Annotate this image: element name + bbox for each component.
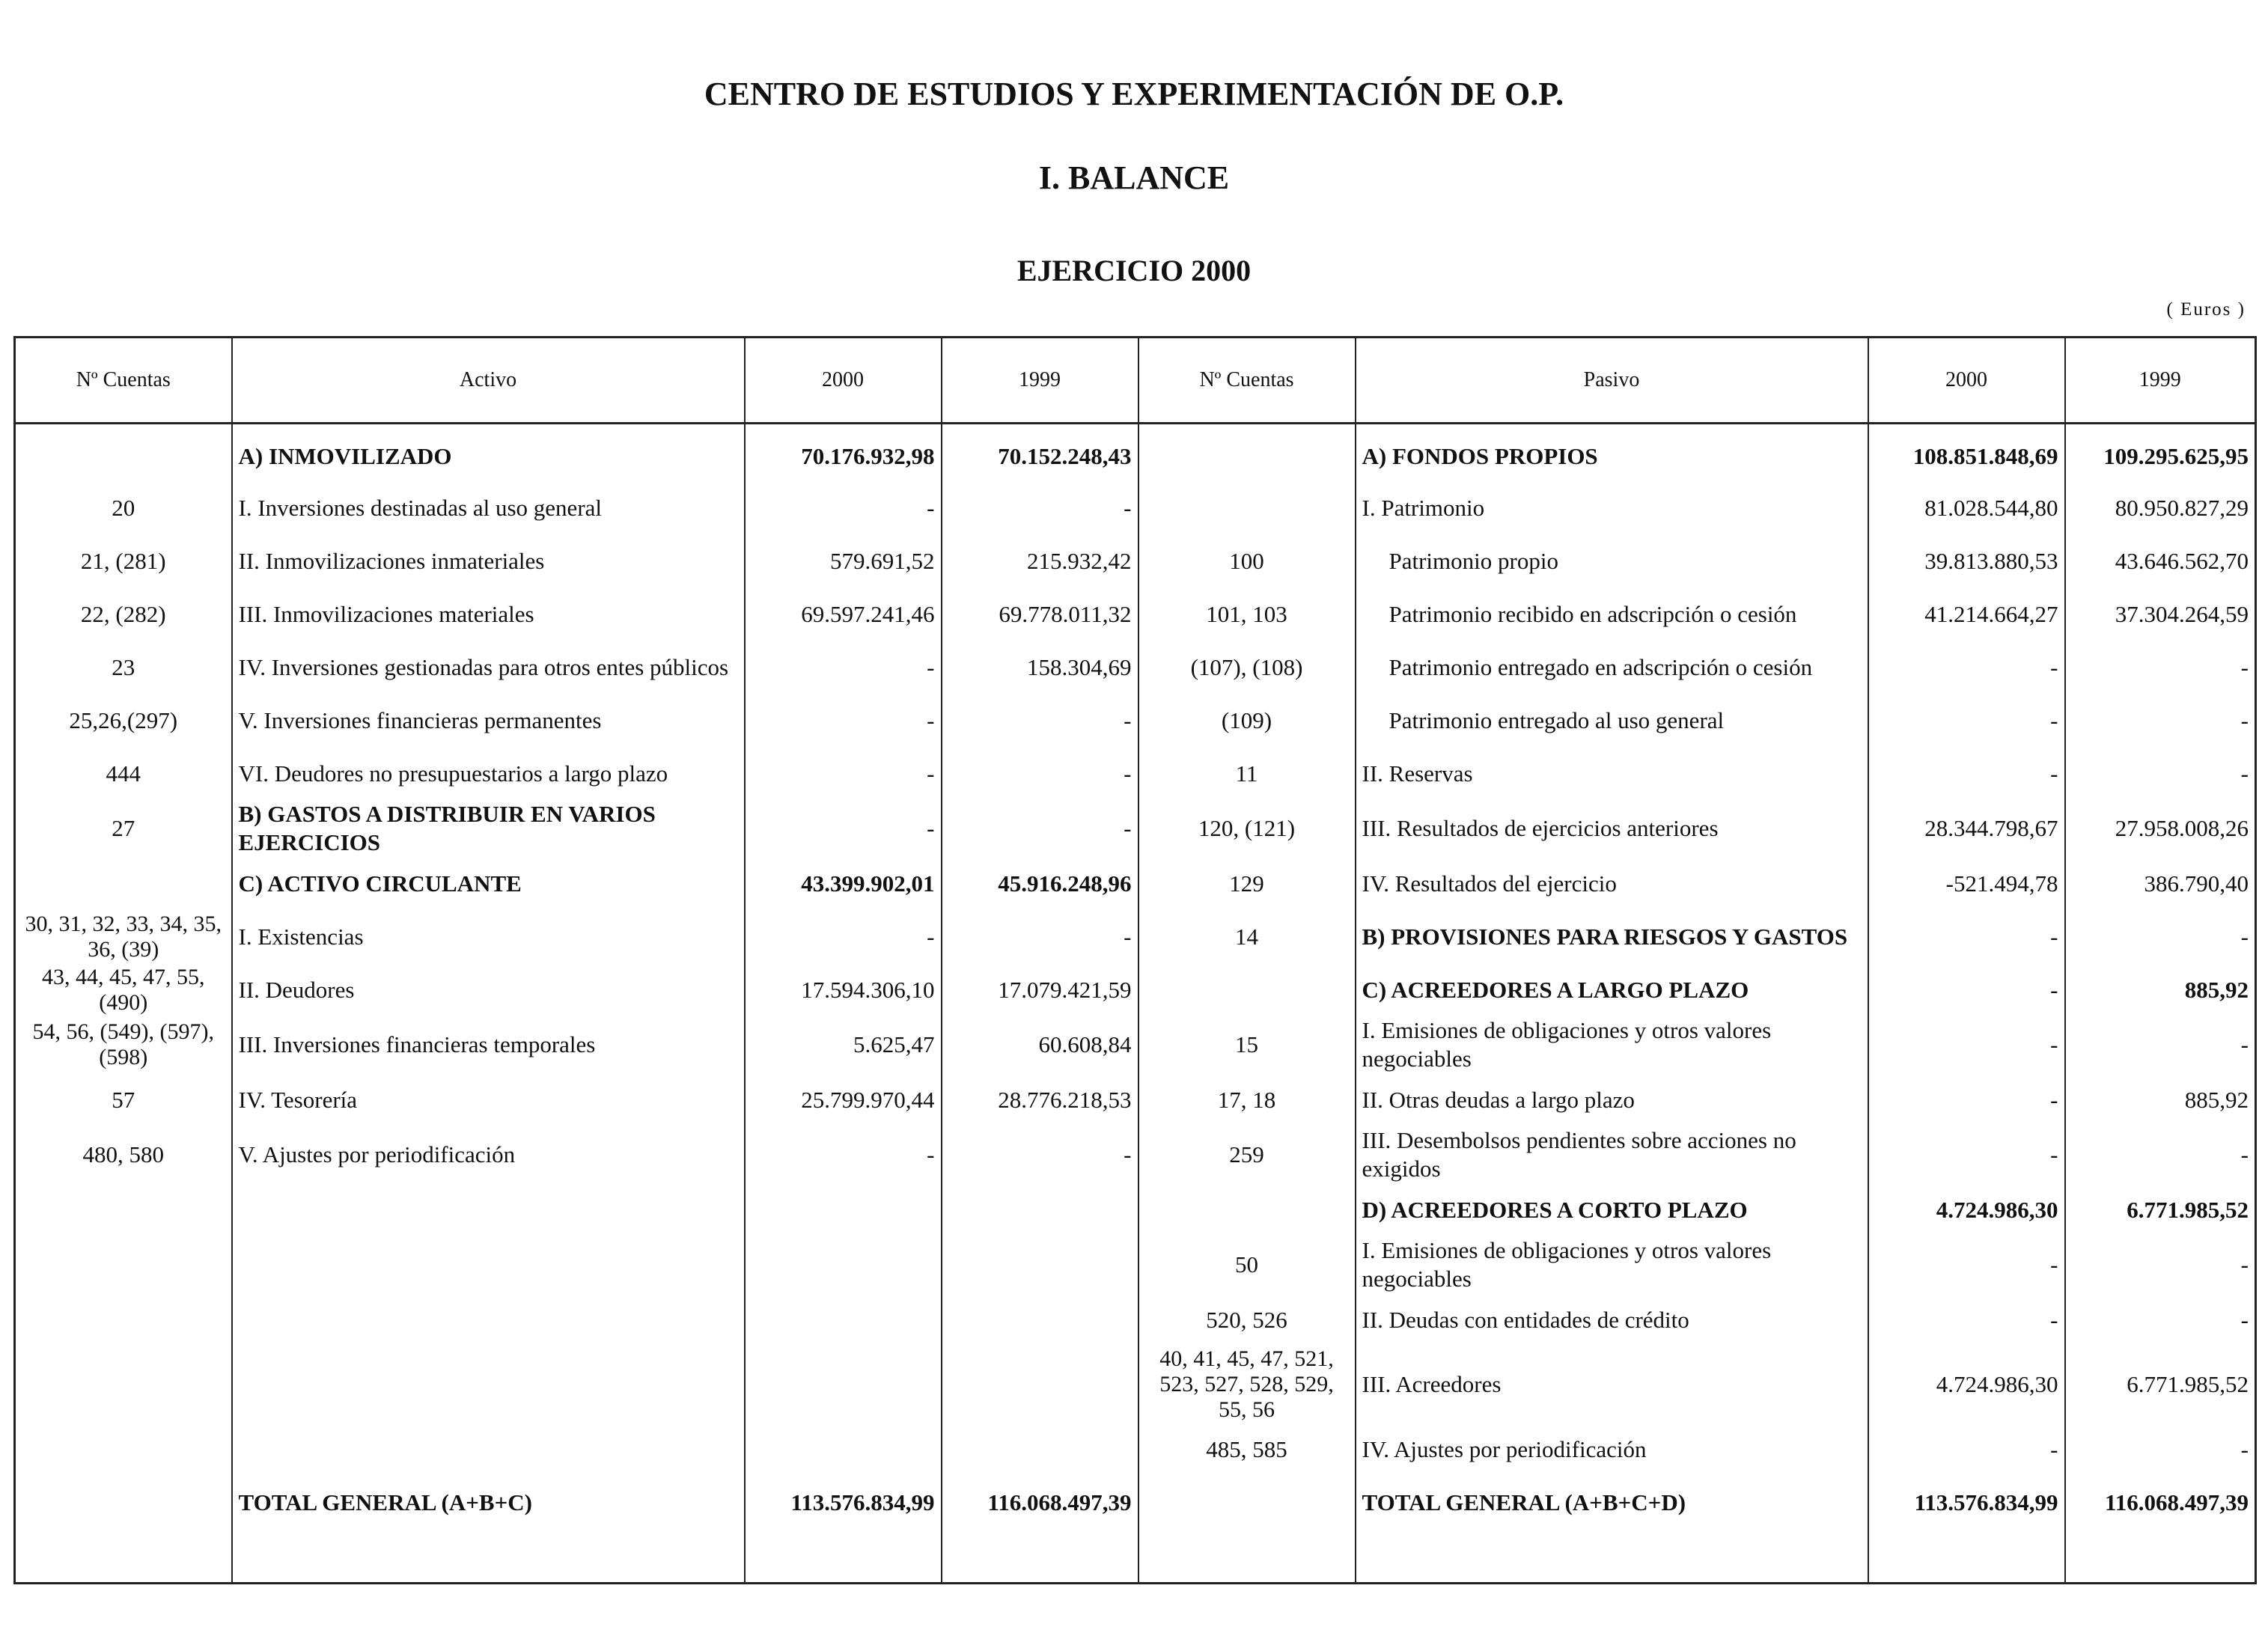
activo-cuentas: 43, 44, 45, 47, 55, (490) <box>15 963 232 1016</box>
pasivo-label: II. Deudas con entidades de crédito <box>1356 1293 1868 1346</box>
activo-2000: 5.625,47 <box>745 1016 942 1073</box>
pasivo-label: C) ACREEDORES A LARGO PLAZO <box>1356 963 1868 1016</box>
col-header-activo: Activo <box>232 338 745 424</box>
pasivo-2000: 28.344.798,67 <box>1868 800 2065 857</box>
pasivo-cuentas: 100 <box>1138 534 1356 587</box>
pasivo-cuentas: 120, (121) <box>1138 800 1356 857</box>
activo-label <box>232 1236 745 1293</box>
pasivo-1999: - <box>2065 910 2256 963</box>
activo-cuentas: 23 <box>15 641 232 694</box>
activo-2000: 69.597.241,46 <box>745 587 942 641</box>
pasivo-2000: 4.724.986,30 <box>1868 1183 2065 1236</box>
pasivo-label: I. Emisiones de obligaciones y otros valores negociables <box>1356 1236 1868 1293</box>
pasivo-cuentas <box>1138 424 1356 482</box>
activo-cuentas: 54, 56, (549), (597), (598) <box>15 1016 232 1073</box>
pasivo-cuentas: 14 <box>1138 910 1356 963</box>
pasivo-label: IV. Resultados del ejercicio <box>1356 857 1868 910</box>
activo-1999: - <box>942 910 1138 963</box>
balance-table <box>13 336 2257 1584</box>
pasivo-1999: - <box>2065 1236 2256 1293</box>
pasivo-2000: - <box>1868 1236 2065 1293</box>
pasivo-cuentas: 101, 103 <box>1138 587 1356 641</box>
activo-total-1999: 116.068.497,39 <box>942 1476 1138 1529</box>
pasivo-1999: - <box>2065 1293 2256 1346</box>
activo-cuentas <box>15 1236 232 1293</box>
pasivo-cuentas <box>1138 1183 1356 1236</box>
activo-2000 <box>745 1183 942 1236</box>
pasivo-total-2000: 113.576.834,99 <box>1868 1476 2065 1529</box>
activo-1999: 45.916.248,96 <box>942 857 1138 910</box>
pasivo-1999: 885,92 <box>2065 963 2256 1016</box>
activo-2000: - <box>745 481 942 534</box>
section-title: I. BALANCE <box>1038 159 1230 196</box>
activo-cuentas <box>15 1293 232 1346</box>
activo-label <box>232 1346 745 1423</box>
activo-1999 <box>942 1423 1138 1476</box>
pasivo-1999: 885,92 <box>2065 1073 2256 1126</box>
pasivo-2000: - <box>1868 1293 2065 1346</box>
activo-label: V. Inversiones financieras permanentes <box>232 694 745 747</box>
pasivo-1999: 43.646.562,70 <box>2065 534 2256 587</box>
pasivo-label: A) FONDOS PROPIOS <box>1356 424 1868 482</box>
activo-cuentas <box>15 1183 232 1236</box>
pasivo-cuentas: 129 <box>1138 857 1356 910</box>
activo-2000 <box>745 1236 942 1293</box>
activo-2000 <box>745 1293 942 1346</box>
activo-label <box>232 1423 745 1476</box>
filler-cell <box>942 1529 1138 1584</box>
pasivo-1999: 386.790,40 <box>2065 857 2256 910</box>
pasivo-1999: 80.950.827,29 <box>2065 481 2256 534</box>
pasivo-2000: - <box>1868 1126 2065 1183</box>
pasivo-cuentas: 40, 41, 45, 47, 521, 523, 527, 528, 529, 55, 56 <box>1138 1346 1356 1423</box>
table-header-row <box>15 338 2256 424</box>
col-header-pasivo-cuentas: Nº Cuentas <box>1138 338 1356 424</box>
filler-cell <box>15 1529 232 1584</box>
activo-1999: 69.778.011,32 <box>942 587 1138 641</box>
table-row <box>15 1346 2256 1423</box>
activo-1999: 158.304,69 <box>942 641 1138 694</box>
table-row <box>15 1293 2256 1346</box>
activo-1999: 70.152.248,43 <box>942 424 1138 482</box>
pasivo-cuentas: 259 <box>1138 1126 1356 1183</box>
pasivo-2000: - <box>1868 1016 2065 1073</box>
activo-cuentas: 27 <box>15 800 232 857</box>
pasivo-label: D) ACREEDORES A CORTO PLAZO <box>1356 1183 1868 1236</box>
pasivo-label: II. Reservas <box>1356 747 1868 800</box>
activo-label: IV. Tesorería <box>232 1073 745 1126</box>
pasivo-2000: - <box>1868 963 2065 1016</box>
table-row <box>15 1126 2256 1183</box>
table-row <box>15 534 2256 587</box>
table-row <box>15 1183 2256 1236</box>
organization-title: CENTRO DE ESTUDIOS Y EXPERIMENTACIÓN DE O.P. <box>704 76 1564 112</box>
activo-1999: 60.608,84 <box>942 1016 1138 1073</box>
activo-2000: - <box>745 641 942 694</box>
pasivo-2000: 81.028.544,80 <box>1868 481 2065 534</box>
activo-cuentas <box>15 857 232 910</box>
pasivo-label: III. Acreedores <box>1356 1346 1868 1423</box>
activo-label: V. Ajustes por periodificación <box>232 1126 745 1183</box>
table-row <box>15 641 2256 694</box>
activo-1999: 215.932,42 <box>942 534 1138 587</box>
col-header-activo-2000: 2000 <box>745 338 942 424</box>
pasivo-2000: - <box>1868 747 2065 800</box>
activo-2000: 579.691,52 <box>745 534 942 587</box>
table-row <box>15 1236 2256 1293</box>
pasivo-1999: - <box>2065 1016 2256 1073</box>
activo-2000: 25.799.970,44 <box>745 1073 942 1126</box>
table-row <box>15 857 2256 910</box>
activo-label: A) INMOVILIZADO <box>232 424 745 482</box>
pasivo-label: B) PROVISIONES PARA RIESGOS Y GASTOS <box>1356 910 1868 963</box>
activo-total-2000: 113.576.834,99 <box>745 1476 942 1529</box>
activo-1999 <box>942 1346 1138 1423</box>
activo-label: I. Inversiones destinadas al uso general <box>232 481 745 534</box>
pasivo-label: Patrimonio entregado al uso general <box>1356 694 1868 747</box>
activo-label: B) GASTOS A DISTRIBUIR EN VARIOS EJERCICIOS <box>232 800 745 857</box>
filler-cell <box>2065 1529 2256 1584</box>
pasivo-cuentas: 485, 585 <box>1138 1423 1356 1476</box>
activo-1999: 28.776.218,53 <box>942 1073 1138 1126</box>
filler-cell <box>1356 1529 1868 1584</box>
pasivo-cuentas <box>1138 1476 1356 1529</box>
pasivo-label: Patrimonio entregado en adscripción o cesión <box>1356 641 1868 694</box>
activo-cuentas: 444 <box>15 747 232 800</box>
activo-label: VI. Deudores no presupuestarios a largo plazo <box>232 747 745 800</box>
pasivo-2000: - <box>1868 1423 2065 1476</box>
pasivo-2000: 41.214.664,27 <box>1868 587 2065 641</box>
pasivo-cuentas: 15 <box>1138 1016 1356 1073</box>
activo-label <box>232 1183 745 1236</box>
activo-1999: - <box>942 747 1138 800</box>
table-row <box>15 800 2256 857</box>
activo-1999: - <box>942 800 1138 857</box>
table-row <box>15 1423 2256 1476</box>
activo-2000: - <box>745 747 942 800</box>
pasivo-1999: 6.771.985,52 <box>2065 1183 2256 1236</box>
filler-cell <box>1868 1529 2065 1584</box>
pasivo-cuentas <box>1138 963 1356 1016</box>
total-row <box>15 1476 2256 1529</box>
activo-1999: 17.079.421,59 <box>942 963 1138 1016</box>
activo-total-label: TOTAL GENERAL (A+B+C) <box>232 1476 745 1529</box>
activo-cuentas: 57 <box>15 1073 232 1126</box>
pasivo-cuentas: 520, 526 <box>1138 1293 1356 1346</box>
table-row <box>15 424 2256 482</box>
pasivo-label: IV. Ajustes por periodificación <box>1356 1423 1868 1476</box>
activo-1999: - <box>942 481 1138 534</box>
activo-label: IV. Inversiones gestionadas para otros entes públicos <box>232 641 745 694</box>
period-title: EJERCICIO 2000 <box>1016 254 1252 287</box>
pasivo-label: I. Emisiones de obligaciones y otros valores negociables <box>1356 1016 1868 1073</box>
pasivo-cuentas: (107), (108) <box>1138 641 1356 694</box>
pasivo-cuentas: (109) <box>1138 694 1356 747</box>
pasivo-2000: - <box>1868 1073 2065 1126</box>
activo-label: I. Existencias <box>232 910 745 963</box>
table-row <box>15 694 2256 747</box>
activo-label: III. Inmovilizaciones materiales <box>232 587 745 641</box>
table-row <box>15 910 2256 963</box>
activo-2000 <box>745 1346 942 1423</box>
table-row <box>15 481 2256 534</box>
pasivo-1999: - <box>2065 1423 2256 1476</box>
pasivo-2000: 39.813.880,53 <box>1868 534 2065 587</box>
pasivo-2000: -521.494,78 <box>1868 857 2065 910</box>
activo-cuentas <box>15 1346 232 1423</box>
activo-label: II. Deudores <box>232 963 745 1016</box>
activo-1999: - <box>942 1126 1138 1183</box>
activo-2000: 43.399.902,01 <box>745 857 942 910</box>
activo-cuentas: 22, (282) <box>15 587 232 641</box>
activo-1999 <box>942 1236 1138 1293</box>
pasivo-2000: 108.851.848,69 <box>1868 424 2065 482</box>
activo-cuentas <box>15 1476 232 1529</box>
table-row <box>15 1016 2256 1073</box>
filler-cell <box>232 1529 745 1584</box>
activo-cuentas <box>15 424 232 482</box>
table-row <box>15 1073 2256 1126</box>
pasivo-1999: - <box>2065 694 2256 747</box>
activo-cuentas <box>15 1423 232 1476</box>
activo-1999 <box>942 1293 1138 1346</box>
activo-2000: 17.594.306,10 <box>745 963 942 1016</box>
activo-label: II. Inmovilizaciones inmateriales <box>232 534 745 587</box>
filler-row <box>15 1529 2256 1584</box>
pasivo-1999: 27.958.008,26 <box>2065 800 2256 857</box>
activo-label: III. Inversiones financieras temporales <box>232 1016 745 1073</box>
pasivo-cuentas: 11 <box>1138 747 1356 800</box>
currency-note: ( Euros ) <box>2166 299 2246 320</box>
activo-cuentas: 20 <box>15 481 232 534</box>
pasivo-1999: 109.295.625,95 <box>2065 424 2256 482</box>
col-header-activo-cuentas: Nº Cuentas <box>15 338 232 424</box>
pasivo-label: III. Resultados de ejercicios anteriores <box>1356 800 1868 857</box>
activo-cuentas: 30, 31, 32, 33, 34, 35, 36, (39) <box>15 910 232 963</box>
table-row <box>15 963 2256 1016</box>
activo-label: C) ACTIVO CIRCULANTE <box>232 857 745 910</box>
pasivo-2000: - <box>1868 694 2065 747</box>
pasivo-1999: 6.771.985,52 <box>2065 1346 2256 1423</box>
activo-1999 <box>942 1183 1138 1236</box>
activo-2000: 70.176.932,98 <box>745 424 942 482</box>
pasivo-cuentas: 50 <box>1138 1236 1356 1293</box>
filler-cell <box>1138 1529 1356 1584</box>
col-header-pasivo: Pasivo <box>1356 338 1868 424</box>
table-row <box>15 587 2256 641</box>
pasivo-label: Patrimonio propio <box>1356 534 1868 587</box>
activo-2000: - <box>745 910 942 963</box>
activo-cuentas: 21, (281) <box>15 534 232 587</box>
activo-2000: - <box>745 694 942 747</box>
pasivo-label: III. Desembolsos pendientes sobre acciones no exigidos <box>1356 1126 1868 1183</box>
pasivo-cuentas <box>1138 481 1356 534</box>
pasivo-2000: 4.724.986,30 <box>1868 1346 2065 1423</box>
table-row <box>15 747 2256 800</box>
pasivo-label: I. Patrimonio <box>1356 481 1868 534</box>
pasivo-total-1999: 116.068.497,39 <box>2065 1476 2256 1529</box>
pasivo-total-label: TOTAL GENERAL (A+B+C+D) <box>1356 1476 1868 1529</box>
activo-label <box>232 1293 745 1346</box>
activo-1999: - <box>942 694 1138 747</box>
pasivo-1999: - <box>2065 747 2256 800</box>
col-header-activo-1999: 1999 <box>942 338 1138 424</box>
activo-2000: - <box>745 1126 942 1183</box>
col-header-pasivo-2000: 2000 <box>1868 338 2065 424</box>
pasivo-2000: - <box>1868 910 2065 963</box>
filler-cell <box>745 1529 942 1584</box>
activo-2000: - <box>745 800 942 857</box>
pasivo-2000: - <box>1868 641 2065 694</box>
col-header-pasivo-1999: 1999 <box>2065 338 2256 424</box>
pasivo-cuentas: 17, 18 <box>1138 1073 1356 1126</box>
pasivo-label: Patrimonio recibido en adscripción o cesión <box>1356 587 1868 641</box>
activo-cuentas: 25,26,(297) <box>15 694 232 747</box>
pasivo-label: II. Otras deudas a largo plazo <box>1356 1073 1868 1126</box>
pasivo-1999: - <box>2065 1126 2256 1183</box>
pasivo-1999: - <box>2065 641 2256 694</box>
pasivo-1999: 37.304.264,59 <box>2065 587 2256 641</box>
activo-2000 <box>745 1423 942 1476</box>
activo-cuentas: 480, 580 <box>15 1126 232 1183</box>
